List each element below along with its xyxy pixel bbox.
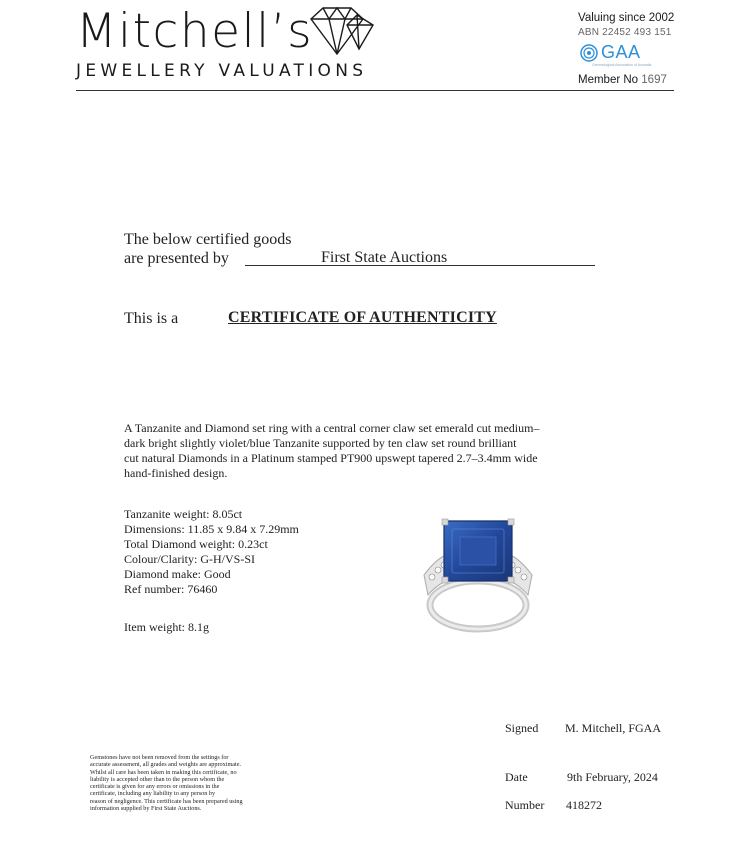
certificate-number-label: Number [505,798,545,812]
presenter-name: First State Auctions [321,249,448,266]
signed-value: M. Mitchell, FGAA [565,721,661,735]
spec-diamond-weight: Total Diamond weight: 0.23ct [124,537,268,551]
disclaimer-line: information supplied by First State Auctions. [90,805,202,813]
spec-tanzanite-weight: Tanzanite weight: 8.05ct [124,507,243,521]
item-weight: Item weight: 8.1g [124,620,209,634]
disclaimer-line: certificate, including any liability to any person by [90,790,216,798]
disclaimer-line: Gemstones have not been removed from the settings for [90,754,229,761]
member-number [578,74,667,86]
description-line: cut natural Diamonds in a Platinum stamped PT900 upswept tapered 2.7–3.4mm wide [124,451,538,465]
certificate-title: CERTIFICATE OF AUTHENTICITY [228,309,497,326]
description-line: A Tanzanite and Diamond set ring with a central corner claw set emerald cut medium– [124,421,540,435]
certificate-number-value: 418272 [566,798,602,812]
spec-colour-clarity: Colour/Clarity: G-H/VS-SI [124,552,255,566]
ring-photo [418,515,538,633]
disclaimer-line: reason of negligence. This certificate has been prepared using [90,797,243,805]
disclaimer-line: certificate is given for any errors or omissions in the [90,783,220,791]
header-divider [76,90,674,91]
date-label: Date [505,770,528,784]
gaa-emblem-icon [580,44,598,62]
valuing-since: Valuing since 2002 [578,12,675,24]
description-line: dark bright slightly violet/blue Tanzanite supported by ten claw set round brilliant [124,436,517,450]
gaa-logo-text: GAA [601,42,641,62]
signed-label: Signed [505,721,539,735]
spec-ref-number: Ref number: 76460 [124,582,218,596]
disclaimer-line: liability is accepted other than to the person whom the [90,775,225,783]
disclaimer-line: accurate assessment, all grades and weights are approximate. [90,761,242,769]
spec-dimensions: Dimensions: 11.85 x 9.84 x 7.29mm [124,522,299,536]
diamond-logo-icon [307,5,375,57]
gaa-full-name: Gemmological Association of Australia [592,63,652,67]
member-value: 1697 [641,74,667,86]
intro-line-2: are presented by [124,250,229,267]
abn-number: ABN 22452 493 151 [578,27,672,38]
brand-subtitle: JEWELLERY VALUATIONS [76,61,368,81]
description-line: hand-finished design. [124,466,228,480]
brand-name: Mitchell’s [76,4,314,59]
intro-line-1: The below certified goods [124,231,292,248]
disclaimer [90,754,290,812]
item-description [124,421,594,481]
member-label: Member No [578,74,639,86]
disclaimer-line: Whilst all care has been taken in making this certificate, no [90,768,237,776]
certificate-prefix: This is a [124,310,179,327]
spec-diamond-make: Diamond make: Good [124,567,231,581]
date-value: 9th February, 2024 [567,770,658,784]
